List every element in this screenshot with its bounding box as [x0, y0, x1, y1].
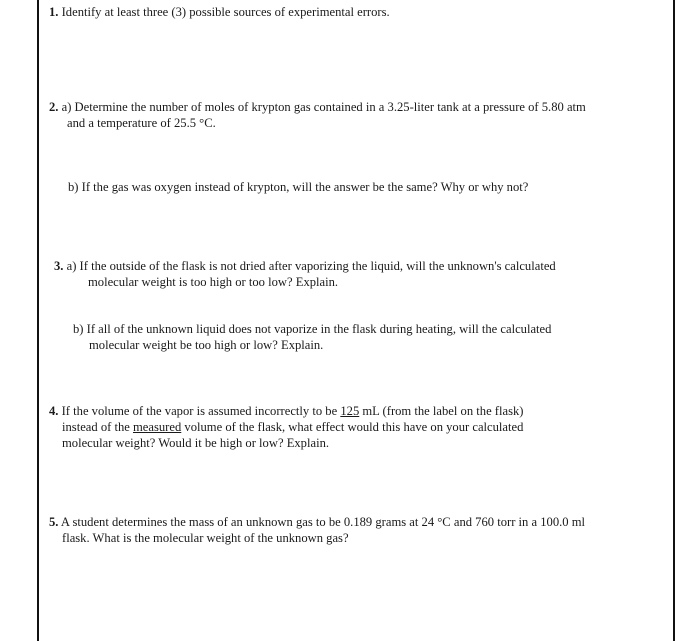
question-2a — [49, 99, 586, 131]
question-5 — [49, 514, 585, 546]
question-number: 3. — [54, 259, 64, 273]
question-2b — [68, 179, 528, 195]
question-text-line1: a) Determine the number of moles of krypton gas contained in a 3.25-liter tank at a pressure of 5.80 atm — [61, 100, 586, 114]
question-text-line3: molecular weight? Would it be high or low? Explain. — [62, 436, 330, 450]
question-text: Identify at least three (3) possible sources of experimental errors. — [61, 5, 390, 19]
question-number: 5. — [49, 515, 59, 529]
question-3b — [73, 321, 551, 353]
question-4 — [49, 403, 523, 451]
question-text-line2: flask. What is the molecular weight of the unknown gas? — [62, 531, 349, 545]
question-number: 4. — [49, 404, 59, 418]
question-text-line1: A student determines the mass of an unknown gas to be 0.189 grams at 24 °C and 760 torr in a 100.0 ml — [60, 515, 586, 529]
underlined-measured: measured — [133, 420, 182, 434]
question-text-line2: and a temperature of 25.5 °C. — [67, 116, 216, 130]
question-text-line1: a) If the outside of the flask is not dried after vaporizing the liquid, will the unknown's calculated — [66, 259, 556, 273]
question-3a — [54, 258, 556, 290]
question-text-line2: molecular weight is too high or too low? Explain. — [88, 275, 339, 289]
question-text: b) If the gas was oxygen instead of krypton, will the answer be the same? Why or why not? — [68, 180, 529, 194]
question-text-line2: molecular weight be too high or low? Explain. — [89, 338, 324, 352]
line2-post: volume of the flask, what effect would this have on your calculated — [181, 420, 524, 434]
question-number: 1. — [49, 5, 59, 19]
question-text-line1-post: mL (from the label on the flask) — [359, 404, 524, 418]
question-number: 2. — [49, 100, 59, 114]
line2-pre: instead of the — [62, 420, 133, 434]
question-text-line1: b) If all of the unknown liquid does not vaporize in the flask during heating, will the calculated — [73, 322, 552, 336]
question-text-line2 — [49, 419, 523, 435]
question-1 — [49, 4, 390, 20]
underlined-volume: 125 — [340, 404, 360, 418]
question-text-line1-pre: If the volume of the vapor is assumed incorrectly to be — [61, 404, 341, 418]
